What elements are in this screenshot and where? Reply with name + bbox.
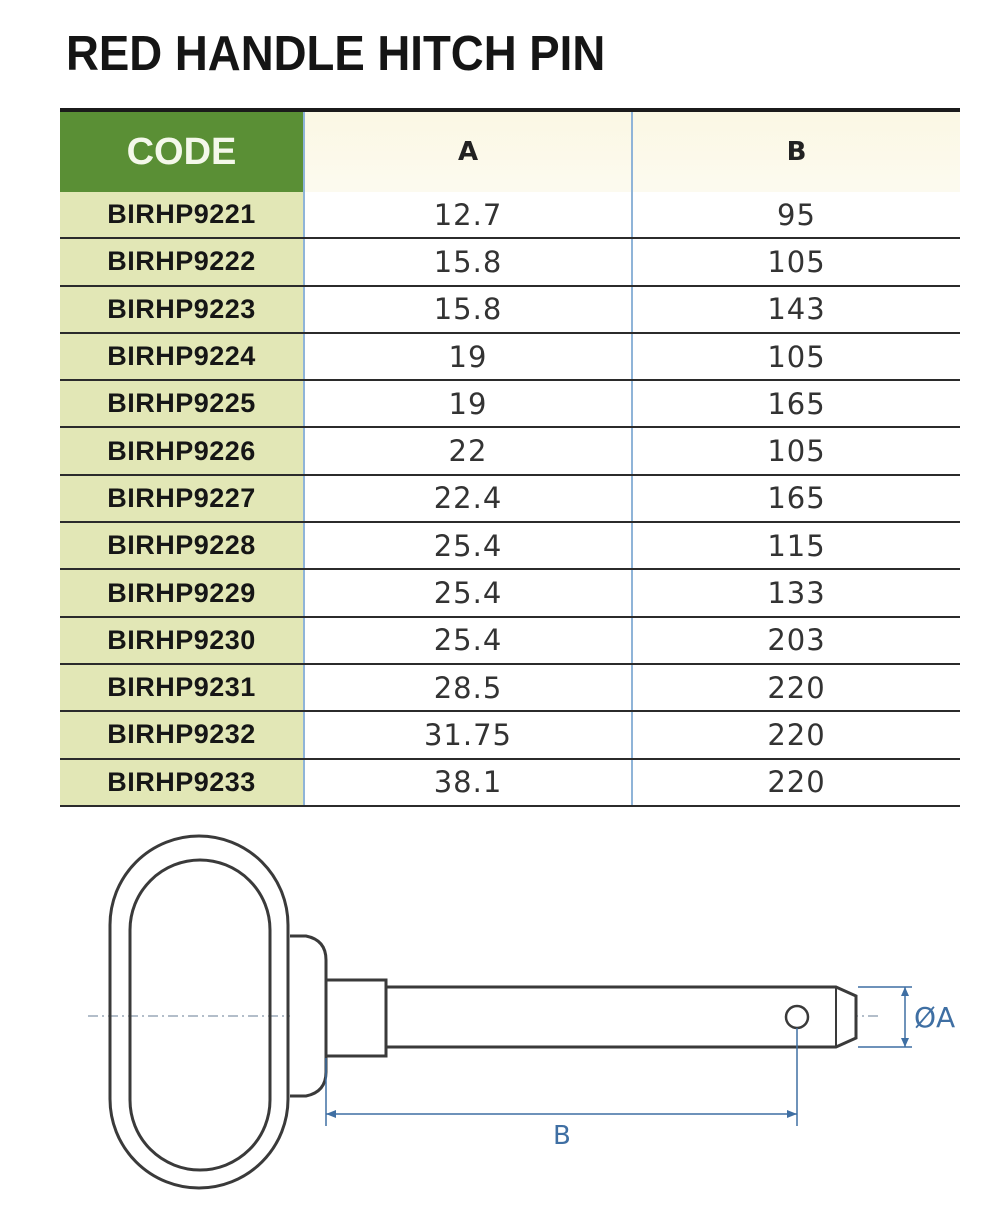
code-cell: BIRHP9222	[60, 239, 303, 284]
b-cell: 115	[631, 523, 960, 568]
code-cell: BIRHP9231	[60, 665, 303, 710]
b-cell: 95	[631, 192, 960, 237]
a-cell: 15.8	[303, 287, 631, 332]
a-cell: 22.4	[303, 476, 631, 521]
b-cell: 165	[631, 381, 960, 426]
table-row	[60, 712, 960, 759]
b-cell: 220	[631, 665, 960, 710]
a-cell: 22	[303, 428, 631, 473]
table-row	[60, 523, 960, 570]
cross-hole	[786, 1006, 808, 1028]
table-row	[60, 428, 960, 475]
code-cell: BIRHP9227	[60, 476, 303, 521]
table-row	[60, 334, 960, 381]
code-cell: BIRHP9226	[60, 428, 303, 473]
table-row	[60, 760, 960, 807]
a-cell: 31.75	[303, 712, 631, 757]
b-cell: 220	[631, 712, 960, 757]
code-cell: BIRHP9233	[60, 760, 303, 805]
a-cell: 25.4	[303, 523, 631, 568]
code-cell: BIRHP9225	[60, 381, 303, 426]
a-cell: 38.1	[303, 760, 631, 805]
diameter-label: ØA	[914, 1001, 956, 1034]
b-cell: 143	[631, 287, 960, 332]
header-code: CODE	[60, 112, 303, 192]
code-cell: BIRHP9230	[60, 618, 303, 663]
table-body	[60, 192, 960, 807]
length-label: B	[553, 1121, 571, 1151]
table-row	[60, 476, 960, 523]
code-cell: BIRHP9229	[60, 570, 303, 615]
a-cell: 19	[303, 381, 631, 426]
code-cell: BIRHP9223	[60, 287, 303, 332]
a-cell: 15.8	[303, 239, 631, 284]
b-cell: 105	[631, 428, 960, 473]
b-cell: 105	[631, 334, 960, 379]
page-title: RED HANDLE HITCH PIN	[66, 27, 606, 81]
table-row	[60, 665, 960, 712]
a-cell: 12.7	[303, 192, 631, 237]
handle-inner	[130, 860, 270, 1170]
collar	[290, 936, 326, 1096]
code-cell: BIRHP9221	[60, 192, 303, 237]
table-header-row	[60, 112, 960, 192]
hitch-pin-diagram	[0, 820, 1000, 1219]
a-cell: 19	[303, 334, 631, 379]
a-cell: 25.4	[303, 618, 631, 663]
code-cell: BIRHP9228	[60, 523, 303, 568]
table-row	[60, 287, 960, 334]
b-cell: 105	[631, 239, 960, 284]
b-cell: 165	[631, 476, 960, 521]
a-cell: 28.5	[303, 665, 631, 710]
table-row	[60, 618, 960, 665]
shoulder	[326, 980, 386, 1056]
table-row	[60, 239, 960, 286]
header-b: B	[631, 112, 960, 192]
table-row	[60, 381, 960, 428]
code-cell: BIRHP9224	[60, 334, 303, 379]
b-cell: 133	[631, 570, 960, 615]
b-cell: 220	[631, 760, 960, 805]
table-row	[60, 192, 960, 239]
code-cell: BIRHP9232	[60, 712, 303, 757]
b-cell: 203	[631, 618, 960, 663]
header-a: A	[303, 112, 631, 192]
spec-table	[60, 108, 960, 807]
table-row	[60, 570, 960, 617]
a-cell: 25.4	[303, 570, 631, 615]
